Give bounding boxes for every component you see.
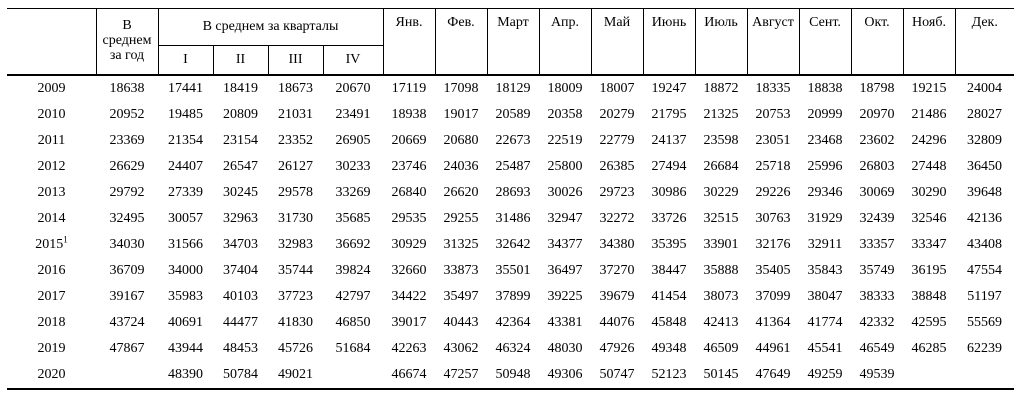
- quarter-2-cell: 34703: [223, 237, 258, 252]
- month-10-cell: 32439: [859, 211, 895, 226]
- year-cell: 2010: [37, 107, 66, 122]
- quarter-2-cell: 50784: [213, 362, 268, 389]
- month-9-cell: 31929: [807, 211, 843, 226]
- month-7-cell: 42413: [703, 315, 739, 330]
- quarter-header-3: III: [268, 46, 323, 76]
- month-5-cell: 44076: [599, 315, 635, 330]
- month-header-apr: Апр.: [539, 9, 591, 76]
- quarter-3-cell: 37723: [278, 289, 313, 304]
- table-row: [7, 362, 1014, 389]
- month-5-cell: 32272: [599, 211, 635, 226]
- month-7-cell: 38073: [703, 289, 739, 304]
- month-11-cell: 33347: [911, 237, 947, 252]
- month-4-cell: 20358: [547, 107, 583, 122]
- quarter-header-1: I: [158, 46, 213, 76]
- month-10-cell: 26803: [859, 159, 895, 174]
- table-row: [7, 180, 1014, 206]
- month-10-cell: 23602: [859, 133, 895, 148]
- avg-year-cell: 39167: [109, 289, 145, 304]
- month-9-cell: 29346: [807, 185, 843, 200]
- month-12-cell: 36450: [967, 159, 1002, 174]
- month-10-cell: 49539: [851, 362, 903, 389]
- quarter-2-cell: 32963: [223, 211, 258, 226]
- month-5-cell: 37270: [599, 263, 635, 278]
- month-4-cell: 34377: [547, 237, 583, 252]
- month-6-cell: 21795: [651, 107, 687, 122]
- quarter-2-cell: 44477: [223, 315, 258, 330]
- table-body: [7, 75, 1014, 389]
- year-cell: 2014: [37, 211, 66, 226]
- month-9-cell: 20999: [807, 107, 843, 122]
- month-3-cell: 28693: [495, 185, 531, 200]
- quarter-4-cell: 23491: [335, 107, 371, 122]
- quarter-header-2: II: [213, 46, 268, 76]
- table-row: [7, 206, 1014, 232]
- month-9-cell: 25996: [807, 159, 843, 174]
- month-10-cell: 20970: [859, 107, 895, 122]
- quarter-3-cell: 18673: [278, 81, 313, 96]
- quarter-1-cell: 43944: [168, 341, 203, 356]
- month-11-cell: 30290: [911, 185, 947, 200]
- month-10-cell: 38333: [859, 289, 895, 304]
- month-11-cell: [903, 362, 955, 389]
- month-3-cell: 42364: [495, 315, 531, 330]
- month-6-cell: 30986: [651, 185, 687, 200]
- year-cell: 2013: [37, 185, 66, 200]
- quarter-2-cell: 26547: [223, 159, 258, 174]
- month-9-cell: 35843: [807, 263, 843, 278]
- month-5-cell: 20279: [599, 107, 635, 122]
- quarter-header-4: IV: [323, 46, 383, 76]
- month-9-cell: 49259: [799, 362, 851, 389]
- avg-year-cell: 47867: [109, 341, 145, 356]
- table-row: [7, 75, 1014, 102]
- avg-year-cell: 18638: [109, 81, 145, 96]
- month-6-cell: 41454: [651, 289, 687, 304]
- month-10-cell: 33357: [859, 237, 895, 252]
- month-9-cell: 23468: [807, 133, 843, 148]
- quarter-1-cell: 21354: [168, 133, 203, 148]
- table-row: [7, 310, 1014, 336]
- month-2-cell: 47257: [435, 362, 487, 389]
- month-5-cell: 26385: [599, 159, 635, 174]
- quarter-3-cell: 29578: [278, 185, 313, 200]
- month-header-jul: Июль: [695, 9, 747, 76]
- month-2-cell: 20680: [443, 133, 479, 148]
- month-12-cell: 24004: [967, 81, 1002, 96]
- month-2-cell: 35497: [443, 289, 479, 304]
- avg-year-cell: 32495: [109, 211, 145, 226]
- month-7-cell: 32515: [703, 211, 739, 226]
- quarter-3-cell: 26127: [278, 159, 313, 174]
- month-4-cell: 18009: [547, 81, 583, 96]
- month-5-cell: 47926: [599, 341, 635, 356]
- quarter-1-cell: 40691: [168, 315, 203, 330]
- month-6-cell: 38447: [651, 263, 687, 278]
- month-7-cell: 21325: [703, 107, 739, 122]
- quarter-1-cell: 30057: [168, 211, 203, 226]
- month-9-cell: 38047: [807, 289, 843, 304]
- quarter-2-cell: 40103: [223, 289, 258, 304]
- monthly-averages-table: [7, 8, 1014, 390]
- year-cell: 2009: [37, 81, 66, 96]
- month-10-cell: 35749: [859, 263, 895, 278]
- month-11-cell: 36195: [911, 263, 947, 278]
- month-12-cell: 55569: [967, 315, 1002, 330]
- month-1-cell: 34422: [391, 289, 427, 304]
- month-2-cell: 17098: [443, 81, 479, 96]
- month-3-cell: 35501: [495, 263, 531, 278]
- month-5-cell: 22779: [599, 133, 635, 148]
- month-11-cell: 21486: [911, 107, 947, 122]
- month-1-cell: 20669: [391, 133, 427, 148]
- month-9-cell: 41774: [807, 315, 843, 330]
- quarter-3-cell: 41830: [278, 315, 313, 330]
- month-header-jan: Янв.: [383, 9, 435, 76]
- quarter-1-cell: 31566: [168, 237, 203, 252]
- quarter-3-cell: 21031: [278, 107, 313, 122]
- month-6-cell: 19247: [651, 81, 687, 96]
- month-3-cell: 18129: [495, 81, 531, 96]
- quarter-2-cell: 18419: [223, 81, 258, 96]
- quarter-1-cell: 35983: [168, 289, 203, 304]
- month-5-cell: 34380: [599, 237, 635, 252]
- month-4-cell: 49306: [539, 362, 591, 389]
- quarter-2-cell: 37404: [223, 263, 258, 278]
- month-2-cell: 19017: [443, 107, 479, 122]
- month-5-cell: 50747: [591, 362, 643, 389]
- month-10-cell: 42332: [859, 315, 895, 330]
- quarter-4-cell: 26905: [335, 133, 371, 148]
- month-header-mar: Март: [487, 9, 539, 76]
- month-8-cell: 23051: [755, 133, 791, 148]
- month-8-cell: 47649: [747, 362, 799, 389]
- month-4-cell: 36497: [547, 263, 583, 278]
- month-8-cell: 35405: [755, 263, 791, 278]
- table-row: [7, 128, 1014, 154]
- month-1-cell: 30929: [391, 237, 427, 252]
- month-1-cell: 17119: [391, 81, 427, 96]
- month-8-cell: 44961: [755, 341, 791, 356]
- month-12-cell: 32809: [967, 133, 1002, 148]
- month-4-cell: 30026: [547, 185, 583, 200]
- quarter-3-cell: 45726: [278, 341, 313, 356]
- month-12-cell: 28027: [967, 107, 1002, 122]
- month-2-cell: 24036: [443, 159, 479, 174]
- quarter-4-cell: 35685: [335, 211, 371, 226]
- month-9-cell: 32911: [807, 237, 843, 252]
- year-cell: 2012: [37, 159, 66, 174]
- month-1-cell: 26840: [391, 185, 427, 200]
- avg-year-cell: 43724: [109, 315, 145, 330]
- avg-year-cell: 20952: [109, 107, 145, 122]
- quarter-3-cell: 32983: [278, 237, 313, 252]
- quarter-1-cell: 27339: [168, 185, 203, 200]
- month-header-jun: Июнь: [643, 9, 695, 76]
- year-cell: 2020: [7, 362, 96, 389]
- table-row: [7, 336, 1014, 362]
- month-9-cell: 18838: [807, 81, 843, 96]
- month-1-cell: 32660: [391, 263, 427, 278]
- month-header-feb: Фев.: [435, 9, 487, 76]
- quarter-4-cell: 39824: [335, 263, 371, 278]
- avg-year-cell: 29792: [109, 185, 145, 200]
- year-cell: 2016: [37, 263, 66, 278]
- month-11-cell: 24296: [911, 133, 947, 148]
- month-12-cell: 47554: [967, 263, 1002, 278]
- month-3-cell: 50948: [487, 362, 539, 389]
- quarter-1-cell: 34000: [168, 263, 203, 278]
- quarter-4-cell: 42797: [335, 289, 371, 304]
- month-1-cell: 23746: [391, 159, 427, 174]
- month-12-cell: 62239: [967, 341, 1002, 356]
- quarter-1-cell: 48390: [158, 362, 213, 389]
- quarter-4-cell: 51684: [335, 341, 371, 356]
- avg-year-header: В среднем за год: [96, 9, 158, 76]
- month-11-cell: 46285: [911, 341, 947, 356]
- month-4-cell: 43381: [547, 315, 583, 330]
- month-6-cell: 33726: [651, 211, 687, 226]
- avg-quarters-header: В среднем за кварталы: [158, 9, 383, 46]
- month-2-cell: 33873: [443, 263, 479, 278]
- month-12-cell: [955, 362, 1014, 389]
- month-11-cell: 19215: [911, 81, 947, 96]
- month-2-cell: 29255: [443, 211, 479, 226]
- table-row: [7, 102, 1014, 128]
- table-header: [7, 9, 1014, 76]
- table-row: [7, 284, 1014, 310]
- month-2-cell: 40443: [443, 315, 479, 330]
- month-4-cell: 22519: [547, 133, 583, 148]
- month-11-cell: 38848: [911, 289, 947, 304]
- month-6-cell: 49348: [651, 341, 687, 356]
- quarter-4-cell: 46850: [335, 315, 371, 330]
- quarter-4-cell: 33269: [335, 185, 371, 200]
- avg-year-cell: 26629: [109, 159, 145, 174]
- quarter-4-cell: 36692: [335, 237, 371, 252]
- month-7-cell: 33901: [703, 237, 739, 252]
- month-header-dec: Дек.: [955, 9, 1014, 76]
- table-row: [7, 258, 1014, 284]
- month-4-cell: 39225: [547, 289, 583, 304]
- month-11-cell: 32546: [911, 211, 947, 226]
- year-cell: 2011: [37, 133, 66, 148]
- month-12-cell: 42136: [967, 211, 1002, 226]
- month-3-cell: 32642: [495, 237, 531, 252]
- month-header-nov: Нояб.: [903, 9, 955, 76]
- quarter-3-cell: 31730: [278, 211, 313, 226]
- month-header-may: Май: [591, 9, 643, 76]
- month-9-cell: 45541: [807, 341, 843, 356]
- avg-year-cell: [96, 362, 158, 389]
- quarter-4-cell: [323, 362, 383, 389]
- month-3-cell: 25487: [495, 159, 531, 174]
- month-12-cell: 43408: [967, 237, 1002, 252]
- quarter-3-cell: 49021: [268, 362, 323, 389]
- month-6-cell: 45848: [651, 315, 687, 330]
- month-5-cell: 39679: [599, 289, 635, 304]
- month-12-cell: 39648: [967, 185, 1002, 200]
- month-6-cell: 35395: [651, 237, 687, 252]
- month-8-cell: 32176: [755, 237, 791, 252]
- month-10-cell: 46549: [859, 341, 895, 356]
- quarter-3-cell: 35744: [278, 263, 313, 278]
- month-1-cell: 29535: [391, 211, 427, 226]
- month-6-cell: 52123: [643, 362, 695, 389]
- avg-year-cell: 23369: [109, 133, 145, 148]
- quarter-4-cell: 30233: [335, 159, 371, 174]
- month-header-sep: Сент.: [799, 9, 851, 76]
- month-7-cell: 30229: [703, 185, 739, 200]
- month-5-cell: 29723: [599, 185, 635, 200]
- month-6-cell: 27494: [651, 159, 687, 174]
- month-header-oct: Окт.: [851, 9, 903, 76]
- table-row: [7, 232, 1014, 258]
- month-8-cell: 18335: [755, 81, 791, 96]
- quarter-1-cell: 19485: [168, 107, 203, 122]
- quarter-2-cell: 23154: [223, 133, 258, 148]
- month-11-cell: 42595: [911, 315, 947, 330]
- year-column-header: [7, 9, 96, 76]
- month-1-cell: 46674: [383, 362, 435, 389]
- month-10-cell: 30069: [859, 185, 895, 200]
- month-8-cell: 41364: [755, 315, 791, 330]
- month-2-cell: 31325: [443, 237, 479, 252]
- month-2-cell: 26620: [443, 185, 479, 200]
- month-4-cell: 25800: [547, 159, 583, 174]
- avg-year-cell: 36709: [109, 263, 145, 278]
- month-1-cell: 39017: [391, 315, 427, 330]
- month-8-cell: 29226: [755, 185, 791, 200]
- month-7-cell: 23598: [703, 133, 739, 148]
- month-7-cell: 18872: [703, 81, 739, 96]
- avg-year-cell: 34030: [109, 237, 145, 252]
- year-cell: 2015$^1$: [35, 234, 68, 252]
- year-cell: 2018: [37, 315, 66, 330]
- month-12-cell: 51197: [967, 289, 1002, 304]
- month-1-cell: 18938: [391, 107, 427, 122]
- footnote-marker: 1: [63, 234, 68, 245]
- quarter-2-cell: 48453: [223, 341, 258, 356]
- month-1-cell: 42263: [391, 341, 427, 356]
- table-row: [7, 154, 1014, 180]
- month-3-cell: 37899: [495, 289, 531, 304]
- month-7-cell: 50145: [695, 362, 747, 389]
- month-11-cell: 27448: [911, 159, 947, 174]
- quarter-4-cell: 20670: [335, 81, 371, 96]
- month-8-cell: 37099: [755, 289, 791, 304]
- quarter-2-cell: 20809: [223, 107, 258, 122]
- month-4-cell: 32947: [547, 211, 583, 226]
- month-header-aug: Август: [747, 9, 799, 76]
- month-3-cell: 22673: [495, 133, 531, 148]
- quarter-1-cell: 17441: [168, 81, 203, 96]
- month-7-cell: 46509: [703, 341, 739, 356]
- month-7-cell: 26684: [703, 159, 739, 174]
- month-8-cell: 30763: [755, 211, 791, 226]
- month-5-cell: 18007: [599, 81, 635, 96]
- month-6-cell: 24137: [651, 133, 687, 148]
- month-2-cell: 43062: [443, 341, 479, 356]
- month-10-cell: 18798: [859, 81, 895, 96]
- month-4-cell: 48030: [547, 341, 583, 356]
- month-3-cell: 20589: [495, 107, 531, 122]
- month-7-cell: 35888: [703, 263, 739, 278]
- month-3-cell: 31486: [495, 211, 531, 226]
- year-cell: 2017: [37, 289, 66, 304]
- month-8-cell: 20753: [755, 107, 791, 122]
- quarter-2-cell: 30245: [223, 185, 258, 200]
- month-8-cell: 25718: [755, 159, 791, 174]
- month-3-cell: 46324: [495, 341, 531, 356]
- quarter-1-cell: 24407: [168, 159, 203, 174]
- year-cell: 2019: [37, 341, 66, 356]
- quarter-3-cell: 23352: [278, 133, 313, 148]
